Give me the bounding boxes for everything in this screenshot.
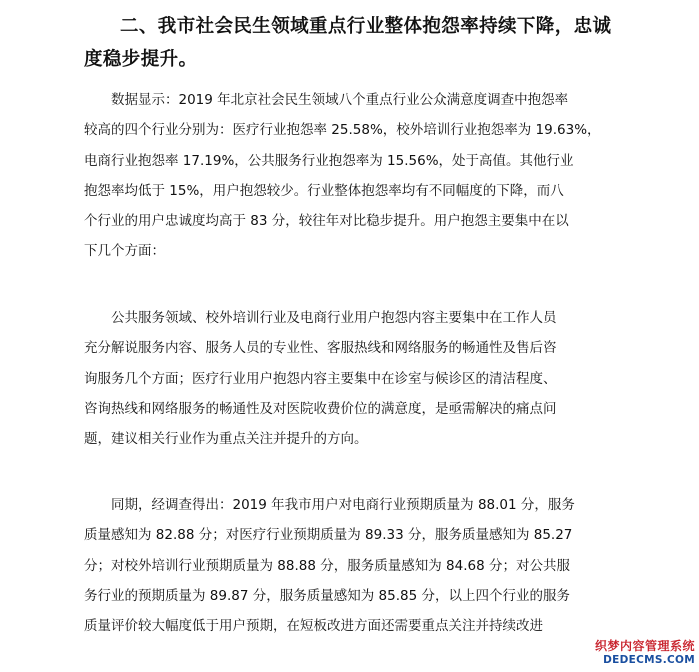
paragraph-line: 咨询热线和网络服务的畅通性及对医院收费价位的满意度，是亟需解决的痛点问	[84, 400, 557, 417]
paragraph-complaint-focus	[84, 303, 624, 454]
paragraph-line: 质量评价较大幅度低于用户预期，在短板改进方面还需要重点关注并持续改进	[84, 618, 543, 635]
paragraph-line: 充分解说服务内容、服务人员的专业性、客服热线和网络服务的畅通性及售后咨	[84, 340, 557, 357]
paragraph-line: 询服务几个方面；医疗行业用户抱怨内容主要集中在诊室与候诊区的清洁程度、	[84, 370, 557, 387]
section-heading	[84, 10, 644, 76]
site-watermark	[595, 640, 695, 666]
paragraph-line: 分；对校外培训行业预期质量为 88.88 分，服务质量感知为 84.68 分；对公共服	[84, 557, 570, 574]
paragraph-line: 个行业的用户忠诚度均高于 83 分，较往年对比稳步提升。用户抱怨主要集中在以	[84, 213, 569, 230]
paragraph-line: 电商行业抱怨率 17.19%，公共服务行业抱怨率为 15.56%，处于高值。其他行业	[84, 152, 574, 169]
heading-line: 度稳步提升。	[84, 49, 198, 70]
paragraph-line: 下几个方面：	[84, 243, 165, 260]
paragraph-line: 质量感知为 82.88 分；对医疗行业预期质量为 89.33 分，服务质量感知为 85.27	[84, 527, 573, 544]
paragraph-quality-scores	[84, 490, 624, 641]
paragraph-line: 题，建议相关行业作为重点关注并提升的方向。	[84, 431, 368, 448]
paragraph-line: 数据显示：2019 年北京社会民生领域八个重点行业公众满意度调查中抱怨率	[111, 92, 569, 108]
paragraph-line: 较高的四个行业分别为：医疗行业抱怨率 25.58%，校外培训行业抱怨率为 19.63%，	[84, 122, 601, 139]
paragraph-line: 抱怨率均低于 15%，用户抱怨较少。行业整体抱怨率均有不同幅度的下降，而八	[84, 182, 564, 199]
heading-line: 二、我市社会民生领域重点行业整体抱怨率持续下降，忠诚	[120, 16, 612, 37]
paragraph-line: 公共服务领域、校外培训行业及电商行业用户抱怨内容主要集中在工作人员	[111, 310, 557, 326]
paragraph-line: 务行业的预期质量为 89.87 分，服务质量感知为 85.85 分，以上四个行业的服务	[84, 587, 570, 604]
paragraph-line: 同期，经调查得出：2019 年我市用户对电商行业预期质量为 88.01 分，服务	[111, 497, 575, 513]
paragraph-complaint-rates	[84, 85, 624, 267]
watermark-url: DEDECMS.COM	[603, 653, 695, 666]
watermark-title: 织梦内容管理系统	[594, 639, 695, 654]
